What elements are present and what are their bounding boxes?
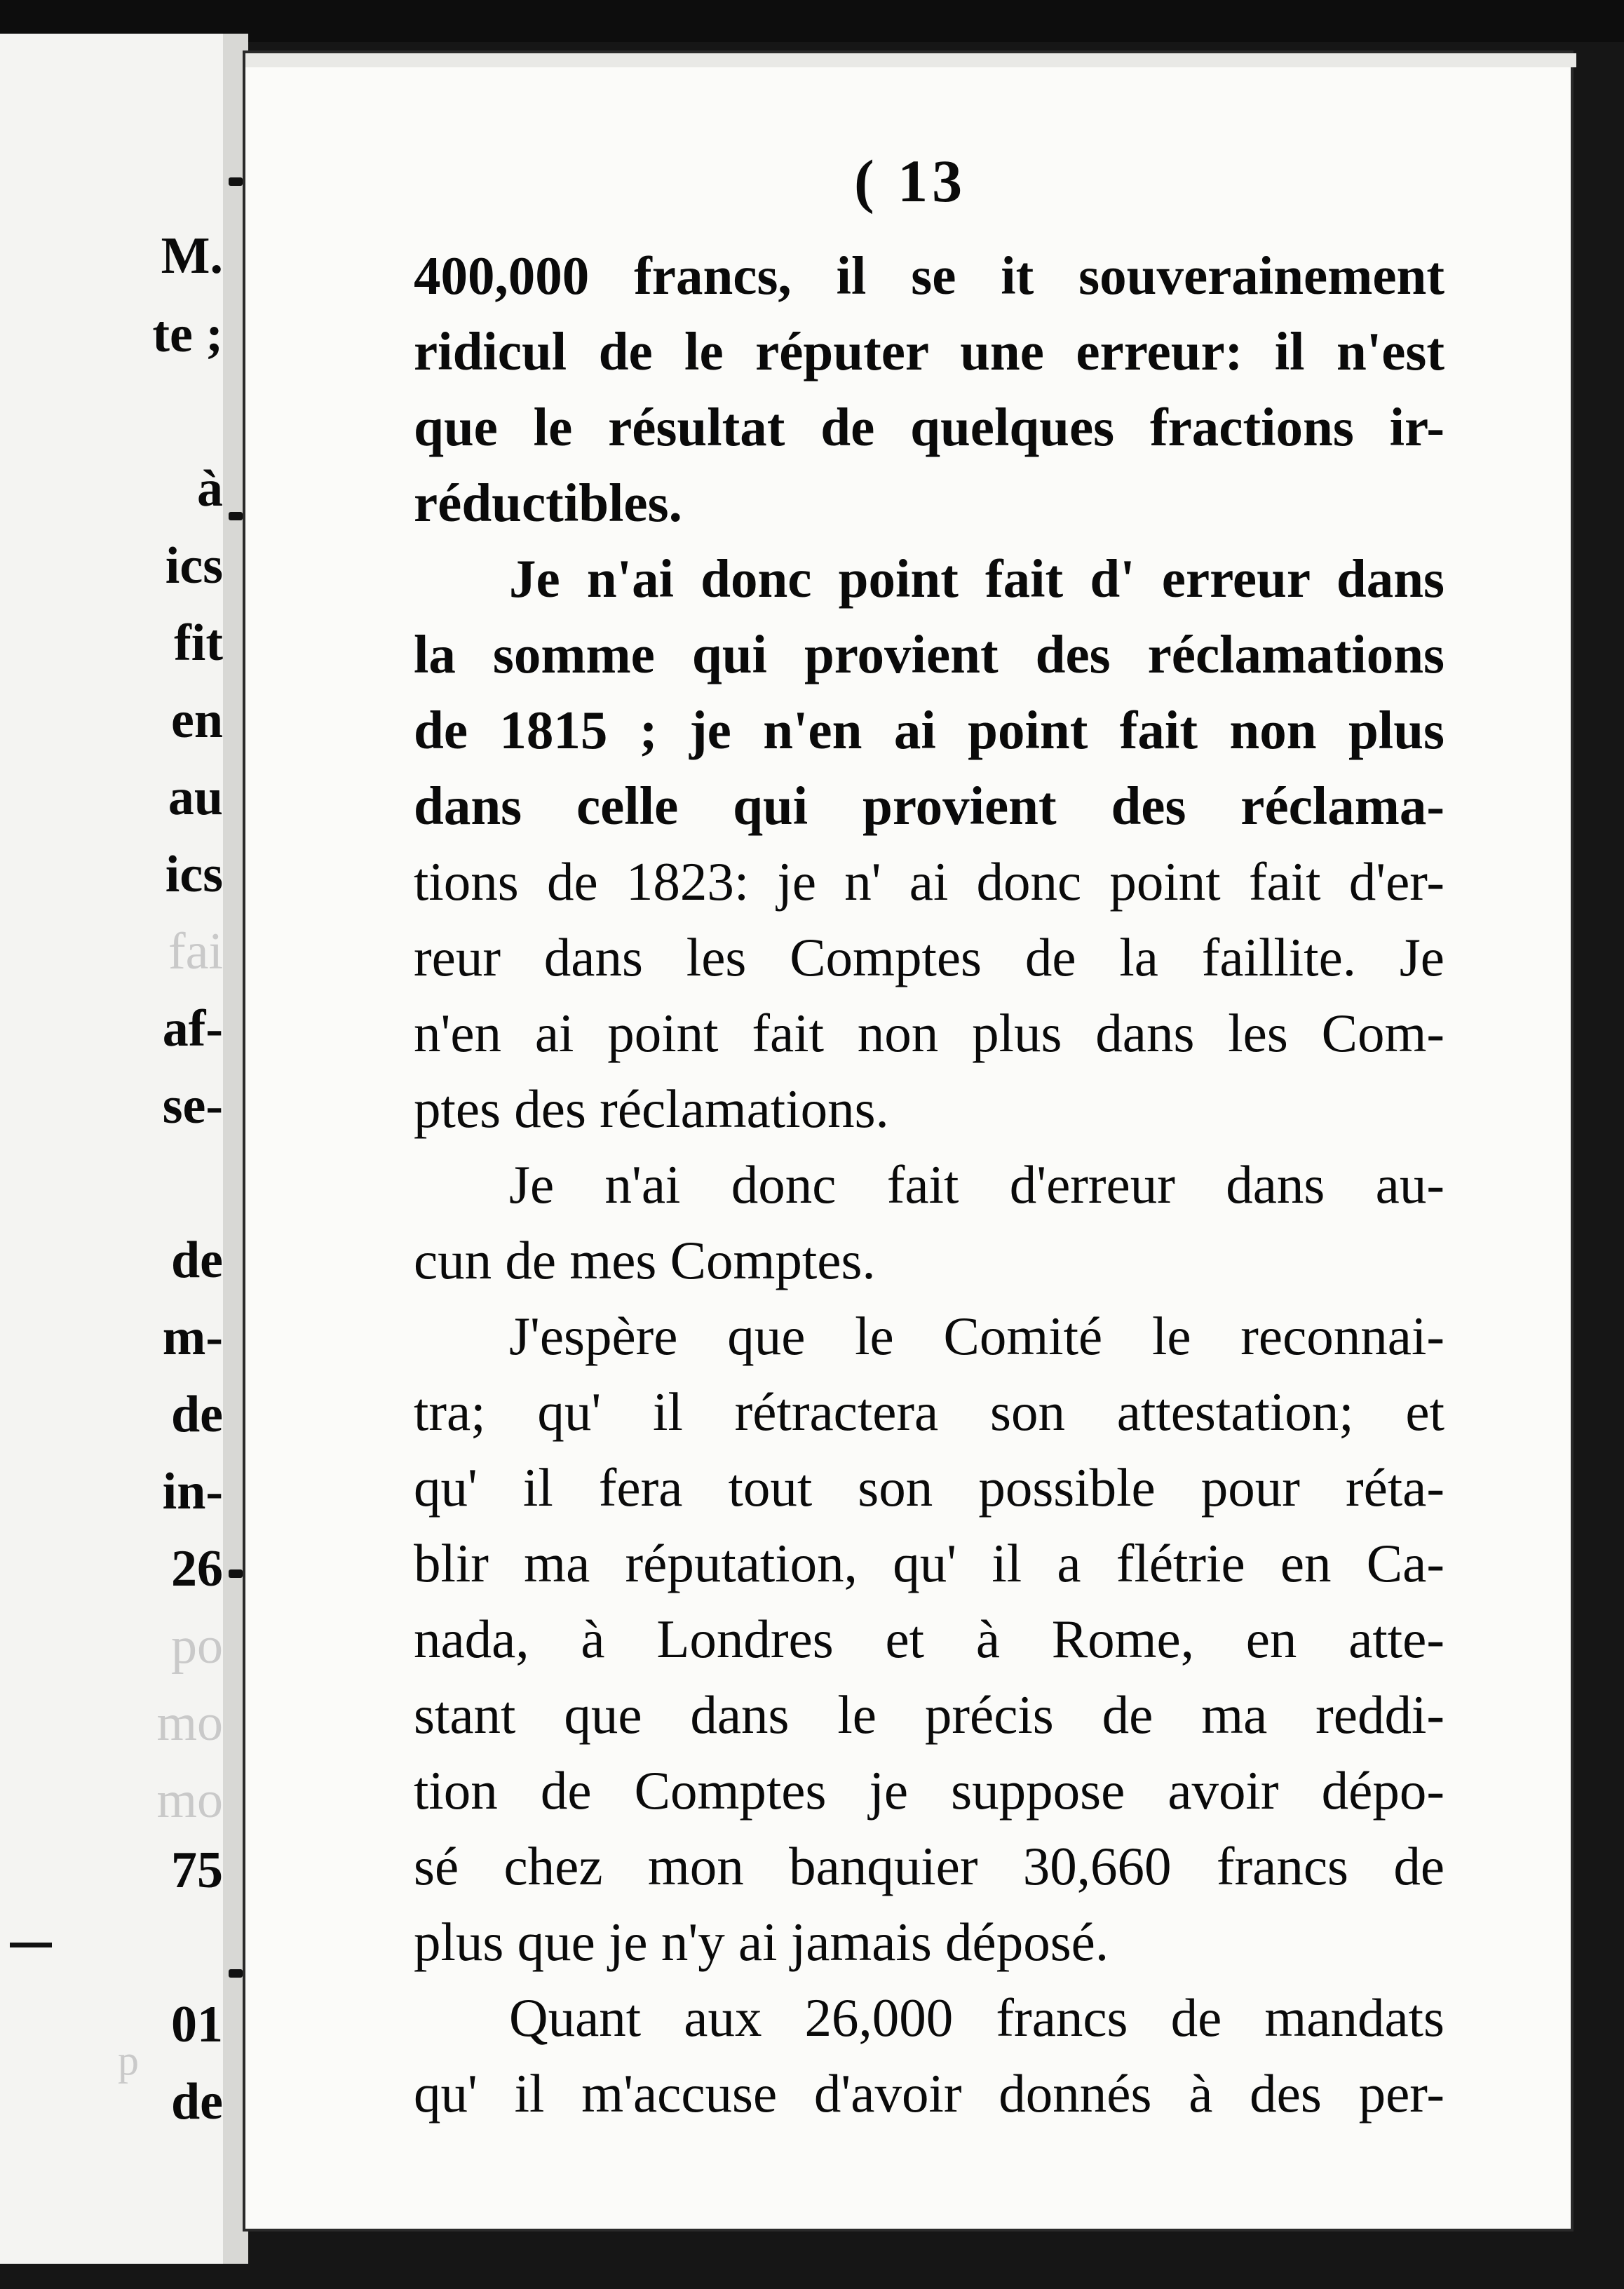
text-line: tion de Comptes je suppose avoir dépo- [414,1760,1444,1821]
text-line: tions de 1823: je n' ai donc point fait d'er- [414,851,1444,912]
text-line: plus que je n'y ai jamais déposé. [414,1912,1109,1972]
text-line: Je n'ai donc fait d'erreur dans au- [509,1154,1444,1215]
text-line: 400,000 francs, il se it souverainement [414,245,1444,306]
left-fragment: se- [162,1077,223,1135]
binding-thread-mark [229,512,243,520]
left-fragment: au [168,769,223,826]
left-fragment: de [171,1386,223,1443]
text-line: sé chez mon banquier 30,660 francs de [414,1836,1444,1896]
text-line: dans celle qui provient des réclama- [414,776,1444,836]
text-line: réductibles. [414,473,682,533]
left-faint-fragment: po [171,1617,223,1675]
text-line: blir ma réputation, qu' il a flétrie en Ca- [414,1533,1444,1593]
left-fragment: en [171,691,223,749]
left-fragment: ics [165,846,223,903]
text-line: stant que dans le précis de ma reddi- [414,1684,1444,1745]
text-line: tra; qu' il rétractera son attestation; et [414,1382,1444,1442]
text-line: cun de mes Comptes. [414,1230,876,1290]
left-fragment: M. [161,227,223,285]
binding-thread-mark [229,1569,243,1578]
left-fragment: 01 [171,1996,223,2053]
text-line: Quant aux 26,000 francs de mandats [509,1987,1444,2048]
left-fragment: de [171,1231,223,1289]
left-faint-fragment: p [118,2037,139,2084]
text-line: de 1815 ; je n'en ai point fait non plus [414,700,1444,760]
text-line: ridicul de le réputer une erreur: il n'est [414,321,1444,382]
left-fragment: in- [162,1463,223,1520]
left-fragment: fit [174,614,223,672]
left-fragment: af- [162,1000,223,1058]
text-line: J'espère que le Comité le reconnai- [509,1306,1444,1366]
text-line: ptes des réclamations. [414,1079,889,1139]
left-fragment: à [197,460,223,518]
text-line: qu' il m'accuse d'avoir donnés à des per- [414,2063,1444,2123]
text-line: la somme qui provient des réclamations [414,624,1444,684]
binding-thread-mark [229,177,243,186]
left-fragment: 75 [171,1842,223,1899]
left-fragment: ics [165,537,223,595]
left-fragment: m- [162,1309,223,1366]
text-line: Je n'ai donc point fait d' erreur dans [509,548,1444,609]
left-facing-page [0,34,223,2264]
left-rule [10,1943,52,1947]
left-fragment: te ; [152,306,223,363]
text-line: nada, à Londres et à Rome, en atte- [414,1609,1444,1669]
page-number: ( 13 [854,147,967,215]
left-faint-fragment: fai [168,923,223,980]
page-top-edge [245,53,1576,67]
text-line: que le résultat de quelques fractions ir- [414,397,1444,457]
binding-thread-mark [229,1969,243,1978]
left-faint-fragment: mo [156,1694,223,1752]
left-fragment: de [171,2073,223,2131]
text-line: n'en ai point fait non plus dans les Com- [414,1003,1444,1063]
left-fragment: 26 [171,1540,223,1598]
text-line: reur dans les Comptes de la faillite. Je [414,927,1444,987]
left-faint-fragment: mo [156,1771,223,1829]
text-line: qu' il fera tout son possible pour réta- [414,1457,1444,1518]
